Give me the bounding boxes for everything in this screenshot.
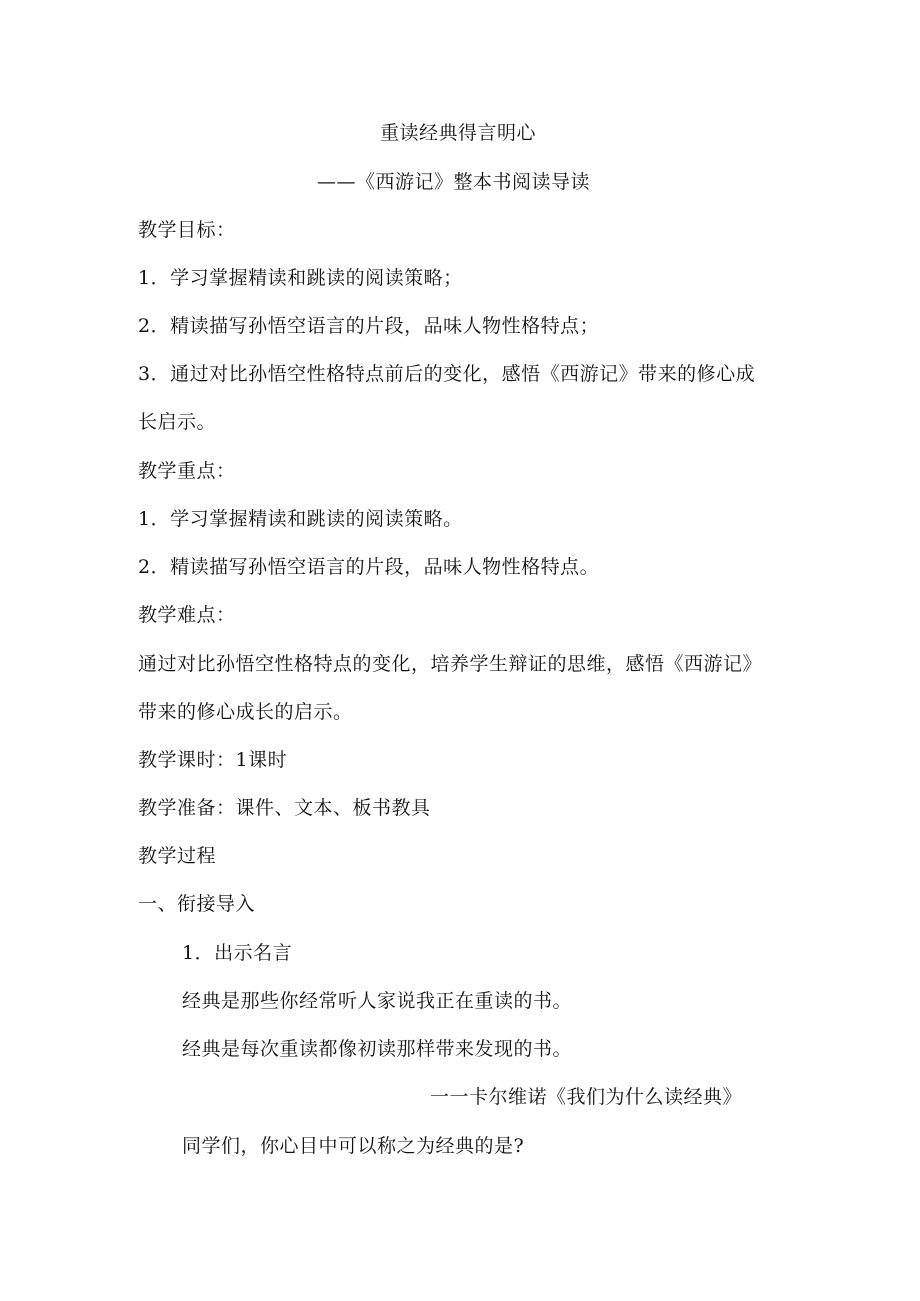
objective-item-continued: 长启示。: [138, 411, 217, 433]
document-title: 重读经典得言明心: [380, 122, 537, 144]
section-heading: 一、衔接导入: [138, 893, 256, 915]
process-heading: 教学过程: [138, 845, 217, 867]
difficulties-heading: 教学难点：: [138, 604, 236, 626]
key-points-heading: 教学重点：: [138, 460, 236, 482]
discussion-question: 同学们，你心目中可以称之为经典的是?: [182, 1135, 525, 1157]
quote-line: 经典是那些你经常听人家说我正在重读的书。: [182, 990, 573, 1012]
objective-item: 2．精读描写孙悟空语言的片段，品味人物性格特点；: [138, 315, 600, 337]
document-subtitle: ——《西游记》整本书阅读导读: [317, 171, 591, 193]
quote-attribution: 一一卡尔维诺《我们为什么读经典》: [430, 1086, 743, 1108]
quote-line: 经典是每次重读都像初读那样带来发现的书。: [182, 1038, 573, 1060]
difficulties-text-continued: 带来的修心成长的启示。: [138, 701, 353, 723]
step-heading: 1．出示名言: [182, 942, 293, 964]
objectives-heading: 教学目标：: [138, 219, 236, 241]
key-point-item: 1．学习掌握精读和跳读的阅读策略。: [138, 508, 463, 530]
class-hours: 教学课时：1课时: [138, 749, 288, 771]
preparation: 教学准备：课件、文本、板书教具: [138, 797, 431, 819]
key-point-item: 2．精读描写孙悟空语言的片段，品味人物性格特点。: [138, 556, 600, 578]
difficulties-text: 通过对比孙悟空性格特点的变化，培养学生辩证的思维，感悟《西游记》: [138, 653, 763, 675]
objective-item: 3．通过对比孙悟空性格特点前后的变化，感悟《西游记》带来的修心成: [138, 363, 756, 385]
objective-item: 1．学习掌握精读和跳读的阅读策略；: [138, 267, 463, 289]
